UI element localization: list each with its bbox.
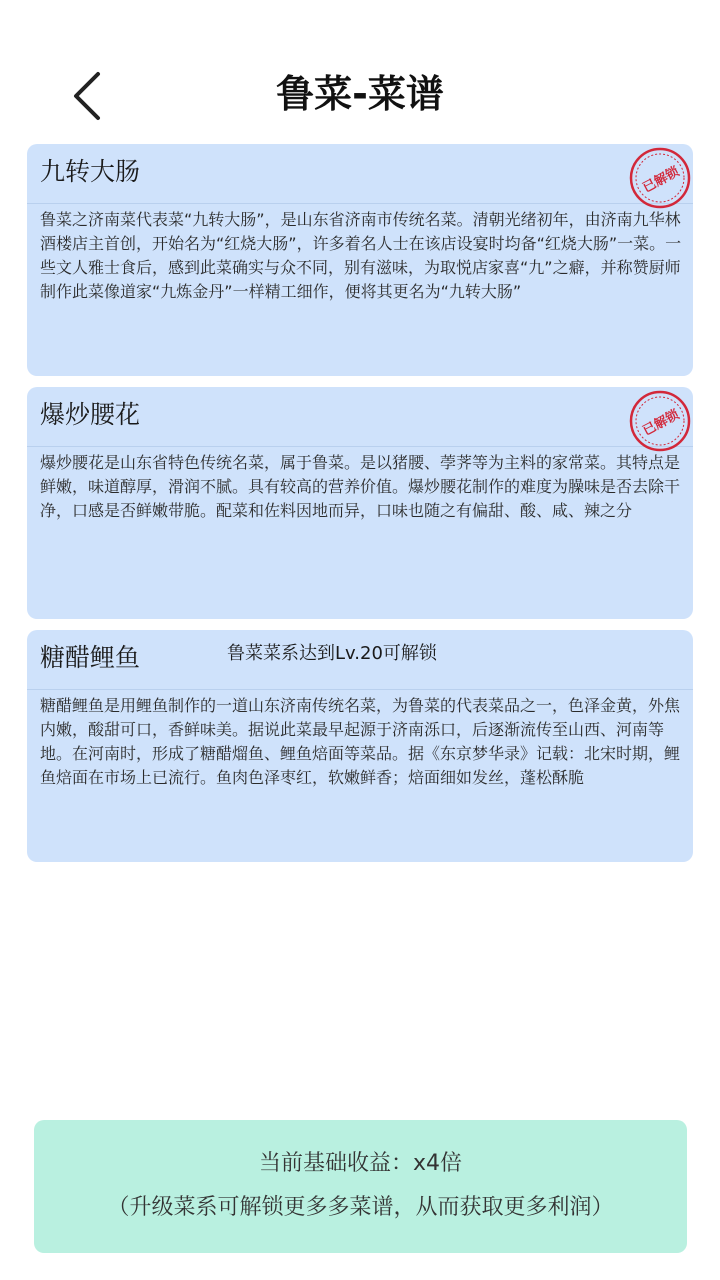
- recipe-description: 爆炒腰花是山东省特色传统名菜，属于鲁菜。是以猪腰、荸荠等为主料的家常菜。其特点是鲜嫩，味道醇厚，滑润不腻。具有较高的营养价值。爆炒腰花制作的难度为臊味是否去除干净，口感是否鲜嫩带脆。配菜和佐料因地而异，口味也随之有偏甜、酸、咸、辣之分: [40, 453, 681, 520]
- unlocked-stamp-icon: [628, 389, 692, 453]
- income-info-panel: [34, 1120, 687, 1253]
- base-income-text: 当前基础收益：x4倍: [258, 1151, 463, 1176]
- recipe-description: 糖醋鲤鱼是用鲤鱼制作的一道山东济南传统名菜，为鲁菜的代表菜品之一，色泽金黄，外焦内嫩，酸甜可口，香鲜味美。据说此菜最早起源于济南泺口，后逐渐流传至山西、河南等地。在河南时，形成了糖醋熘鱼、鲤鱼焙面等菜品。据《东京梦华录》记载：北宋时期，鲤鱼焙面在市场上已流行。鱼肉色泽枣红，软嫩鲜香；焙面细如发丝，蓬松酥脆: [40, 696, 681, 787]
- unlocked-stamp-icon: [628, 146, 692, 210]
- recipe-name: 九转大肠: [40, 157, 141, 186]
- upgrade-hint-text: （升级菜系可解锁更多多菜谱，从而获取更多利润）: [107, 1195, 614, 1220]
- stamp-text: 已解锁: [640, 407, 682, 439]
- stamp-text: 已解锁: [640, 164, 682, 196]
- recipe-card-header: [27, 387, 693, 447]
- unlock-requirement: 鲁菜菜系达到Lv.20可解锁: [227, 643, 437, 664]
- recipe-card-header: [27, 630, 693, 690]
- recipe-card-locked[interactable]: [27, 630, 693, 862]
- recipe-name: 糖醋鲤鱼: [40, 643, 141, 672]
- page-title: 鲁菜-菜谱: [276, 72, 444, 116]
- recipe-card[interactable]: [27, 387, 693, 619]
- recipe-description: 鲁菜之济南菜代表菜“九转大肠”，是山东省济南市传统名菜。清朝光绪初年，由济南九华林酒楼店主首创，开始名为“红烧大肠”，许多着名人士在该店设宴时均备“红烧大肠”一菜。一些文人雅士食后，感到此菜确实与众不同，别有滋味，为取悦店家喜“九”之癖，并称赞厨师制作此菜像道家“九炼金丹”一样精工细作，便将其更名为“九转大肠”: [40, 210, 682, 301]
- recipe-card-header: [27, 144, 693, 204]
- recipe-card[interactable]: [27, 144, 693, 376]
- header-bar: [0, 0, 720, 140]
- recipe-name: 爆炒腰花: [40, 400, 141, 429]
